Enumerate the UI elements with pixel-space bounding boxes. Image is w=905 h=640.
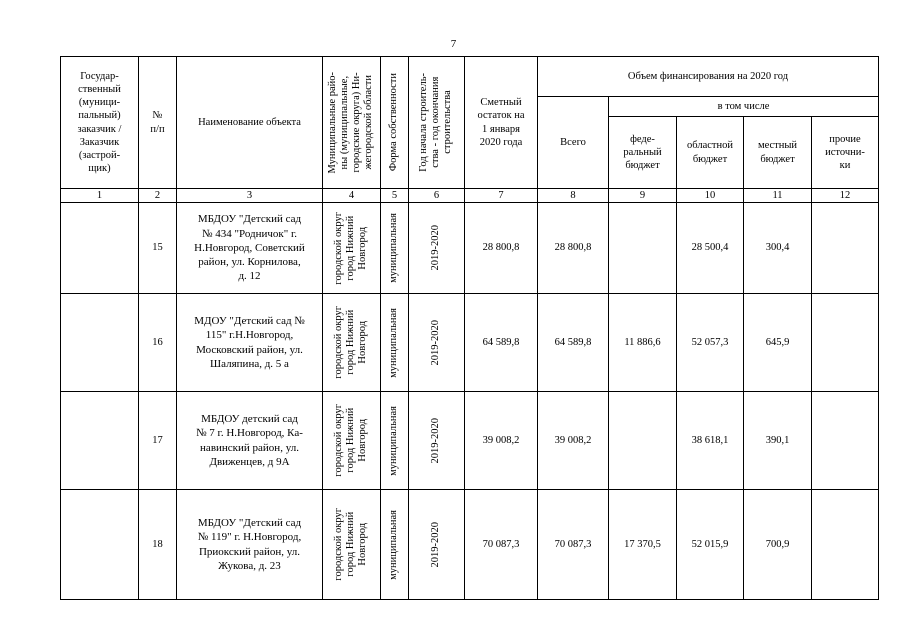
federal-cell: 17 370,5 <box>609 490 677 600</box>
ownership-text: муниципальная <box>388 213 400 283</box>
header-including: в том числе <box>609 97 879 117</box>
regional-cell: 28 500,4 <box>677 203 744 294</box>
header-local: местный бюджет <box>744 117 812 189</box>
header-ownership <box>381 57 409 189</box>
column-number: 9 <box>609 189 677 203</box>
header-item-no: № п/п <box>139 57 177 189</box>
ownership-cell <box>381 294 409 392</box>
total-cell: 39 008,2 <box>538 392 609 490</box>
years-text: 2019-2020 <box>430 225 442 271</box>
object-name-cell: МДОУ "Детский сад № 115" г.Н.Новгород, Московский район, ул. Шаляпина, д. 5 а <box>177 294 323 392</box>
customer-cell <box>61 203 139 294</box>
column-number: 4 <box>323 189 381 203</box>
customer-cell <box>61 294 139 392</box>
district-text: городской округ город Нижний Новгород <box>333 306 369 379</box>
table-row <box>61 490 879 600</box>
district-cell <box>323 294 381 392</box>
regional-cell: 38 618,1 <box>677 392 744 490</box>
header-years-text: Год начала строитель- ства - год окончания строительства <box>418 73 454 172</box>
local-cell: 700,9 <box>744 490 812 600</box>
district-cell <box>323 203 381 294</box>
years-cell <box>409 490 465 600</box>
local-cell: 300,4 <box>744 203 812 294</box>
federal-cell <box>609 392 677 490</box>
local-cell: 390,1 <box>744 392 812 490</box>
object-name-cell: МБДОУ "Детский сад № 434 "Родничок" г. Н.Новгород, Советский район, ул. Корнилова, д. 12 <box>177 203 323 294</box>
ownership-text: муниципальная <box>388 405 400 476</box>
total-cell: 70 087,3 <box>538 490 609 600</box>
item-no-cell: 16 <box>139 294 177 392</box>
table-body <box>61 203 879 600</box>
header-customer: Государ- ственный (муници- пальный) заказчик / Заказчик (застрой- щик) <box>61 57 139 189</box>
customer-cell <box>61 490 139 600</box>
table-row <box>61 392 879 490</box>
item-no-cell: 15 <box>139 203 177 294</box>
other-cell <box>812 203 879 294</box>
column-number: 7 <box>465 189 538 203</box>
item-no-cell: 17 <box>139 392 177 490</box>
header-financing: Объем финансирования на 2020 год <box>538 57 879 97</box>
district-text: городской округ город Нижний Новгород <box>333 508 369 581</box>
regional-cell: 52 015,9 <box>677 490 744 600</box>
district-text: городской округ город Нижний Новгород <box>333 211 369 285</box>
column-number: 1 <box>61 189 139 203</box>
column-number: 11 <box>744 189 812 203</box>
federal-cell: 11 886,6 <box>609 294 677 392</box>
header-federal: феде- ральный бюджет <box>609 117 677 189</box>
ownership-cell <box>381 490 409 600</box>
other-cell <box>812 294 879 392</box>
ownership-cell <box>381 392 409 490</box>
header-district <box>323 57 381 189</box>
district-text: городской округ город Нижний Новгород <box>333 404 369 477</box>
federal-cell <box>609 203 677 294</box>
years-cell <box>409 294 465 392</box>
item-no-cell: 18 <box>139 490 177 600</box>
column-number: 3 <box>177 189 323 203</box>
column-number: 8 <box>538 189 609 203</box>
regional-cell: 52 057,3 <box>677 294 744 392</box>
header-estimate: Сметный остаток на 1 января 2020 года <box>465 57 538 189</box>
page-number: 7 <box>450 38 457 50</box>
years-text: 2019-2020 <box>430 417 442 464</box>
years-text: 2019-2020 <box>430 319 442 366</box>
estimate-cell: 64 589,8 <box>465 294 538 392</box>
table-header <box>61 57 879 203</box>
ownership-text: муниципальная <box>388 509 400 580</box>
estimate-cell: 39 008,2 <box>465 392 538 490</box>
total-cell: 28 800,8 <box>538 203 609 294</box>
header-regional: областной бюджет <box>677 117 744 189</box>
estimate-cell: 28 800,8 <box>465 203 538 294</box>
total-cell: 64 589,8 <box>538 294 609 392</box>
column-number: 10 <box>677 189 744 203</box>
other-cell <box>812 490 879 600</box>
estimate-cell: 70 087,3 <box>465 490 538 600</box>
header-years <box>409 57 465 189</box>
local-cell: 645,9 <box>744 294 812 392</box>
district-cell <box>323 490 381 600</box>
customer-cell <box>61 392 139 490</box>
header-other: прочие источни- ки <box>812 117 879 189</box>
object-name-cell: МБДОУ детский сад № 7 г. Н.Новгород, Ка- навинский район, ул. Движенцев, д 9А <box>177 392 323 490</box>
financing-table <box>60 56 879 600</box>
ownership-text: муниципальная <box>388 307 400 378</box>
years-cell <box>409 392 465 490</box>
header-object-name: Наименование объекта <box>177 57 323 189</box>
district-cell <box>323 392 381 490</box>
years-text: 2019-2020 <box>430 521 442 568</box>
header-total: Всего <box>538 97 609 189</box>
ownership-cell <box>381 203 409 294</box>
table-row <box>61 203 879 294</box>
column-number-row <box>61 189 879 203</box>
header-ownership-text: Форма собственности <box>388 73 400 172</box>
column-number: 6 <box>409 189 465 203</box>
column-number: 2 <box>139 189 177 203</box>
object-name-cell: МБДОУ "Детский сад № 119" г. Н.Новгород, Приокский район, ул. Жукова, д. 23 <box>177 490 323 600</box>
column-number: 12 <box>812 189 879 203</box>
column-number: 5 <box>381 189 409 203</box>
table-row <box>61 294 879 392</box>
other-cell <box>812 392 879 490</box>
years-cell <box>409 203 465 294</box>
header-district-text: Муниципальные райо- ны (муниципальные, городские округа) Ни- жегородской области <box>327 71 375 174</box>
